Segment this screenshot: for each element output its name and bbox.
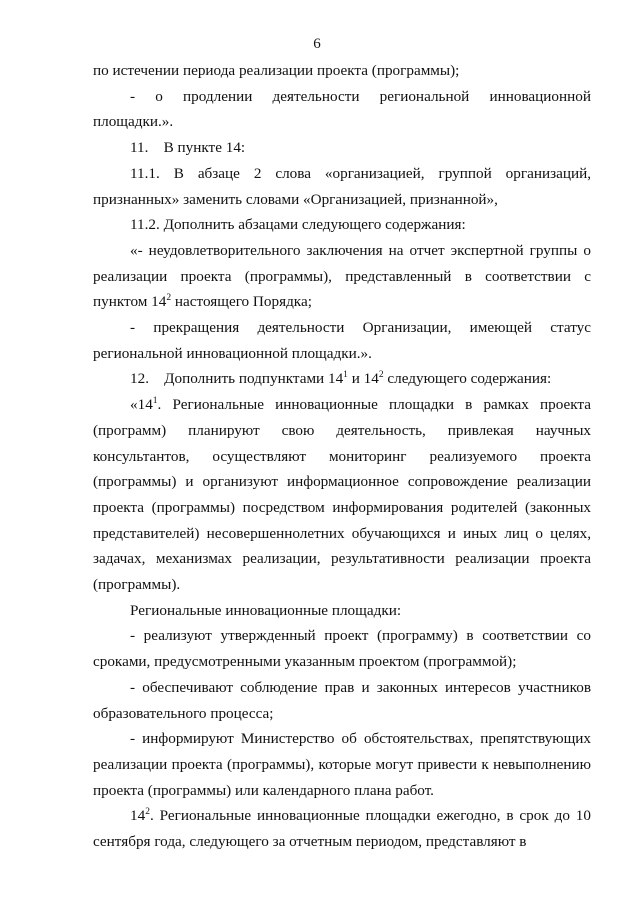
document-body <box>93 58 591 855</box>
paragraph-bullet-2: - обеспечивают соблюдение прав и законных интересов участников образовательного процесса; <box>93 678 591 722</box>
paragraph-bullet-3: - информируют Министерство об обстоятельствах, препятствующих реализации проекта (программы), которые могут привести к невыполнению проекта (программы) или календарного плана работ. <box>93 730 591 799</box>
paragraph-bullet-1: - реализуют утвержденный проект (программу) в соответствии со сроками, предусмотренными указанным проектом (программой); <box>93 627 591 671</box>
paragraph-14-2 <box>93 803 591 854</box>
paragraph-item-11-1: 11.1. В абзаце 2 слова «организацией, группой организаций, признанных» заменить словами «Организацией, признанной», <box>93 164 591 208</box>
item-12-tail: следующего содержания: <box>383 370 552 388</box>
paragraph-quote-1-tail: настоящего Порядка; <box>171 293 312 311</box>
paragraph-item-11: 11. В пункте 14: <box>130 139 246 157</box>
paragraph-14-1 <box>93 392 591 598</box>
superscript-14-1: 1 <box>152 396 158 407</box>
superscript-1: 1 <box>343 370 348 381</box>
para-14-1-text: . Региональные инновационные площадки в рамках проекта (программ) планируют свою деятельность, привлекая научных консультантов, осуществляют мониторинг реализуемого проекта (программы) и организуют информационное сопровождение реализации проекта (программы) посредством информирования родителей (законных представителей) несовершеннолетних обучающихся и иных лиц о целях, задачах, механизмах реализации, результативности реализации проекта (программы). <box>93 396 591 594</box>
paragraph-1: по истечении периода реализации проекта (программы); <box>93 62 460 79</box>
paragraph-2: - о продлении деятельности региональной инновационной площадки.». <box>93 87 591 131</box>
paragraph-quote-1-text: «- неудовлетворительного заключения на отчет экспертной группы о реализации проекта (программы), представленный в соответствии с пунктом 14 <box>93 241 591 311</box>
paragraph-quote-2: - прекращения деятельности Организации, имеющей статус региональной инновационной площадки.». <box>93 319 591 362</box>
para-14-2-text: . Региональные инновационные площадки ежегодно, в срок до 10 сентября года, следующего за отчетным периодом, представляют в <box>93 807 591 851</box>
paragraph-item-12 <box>93 366 591 392</box>
paragraph-quote-1 <box>93 238 591 315</box>
item-12-text: 12. Дополнить подпунктами 14 <box>130 370 344 388</box>
paragraph-regional-sites: Региональные инновационные площадки: <box>130 601 402 619</box>
superscript-14-2: 2 <box>145 807 150 818</box>
superscript-2b: 2 <box>378 370 384 381</box>
paragraph-item-11-2: 11.2. Дополнить абзацами следующего содержания: <box>130 216 466 234</box>
superscript-2: 2 <box>166 293 172 304</box>
page-number: 6 <box>313 36 321 52</box>
item-12-and: и 14 <box>347 370 379 388</box>
para-14-1-num: «14 <box>130 396 153 414</box>
para-14-2-num: 14 <box>130 807 146 825</box>
